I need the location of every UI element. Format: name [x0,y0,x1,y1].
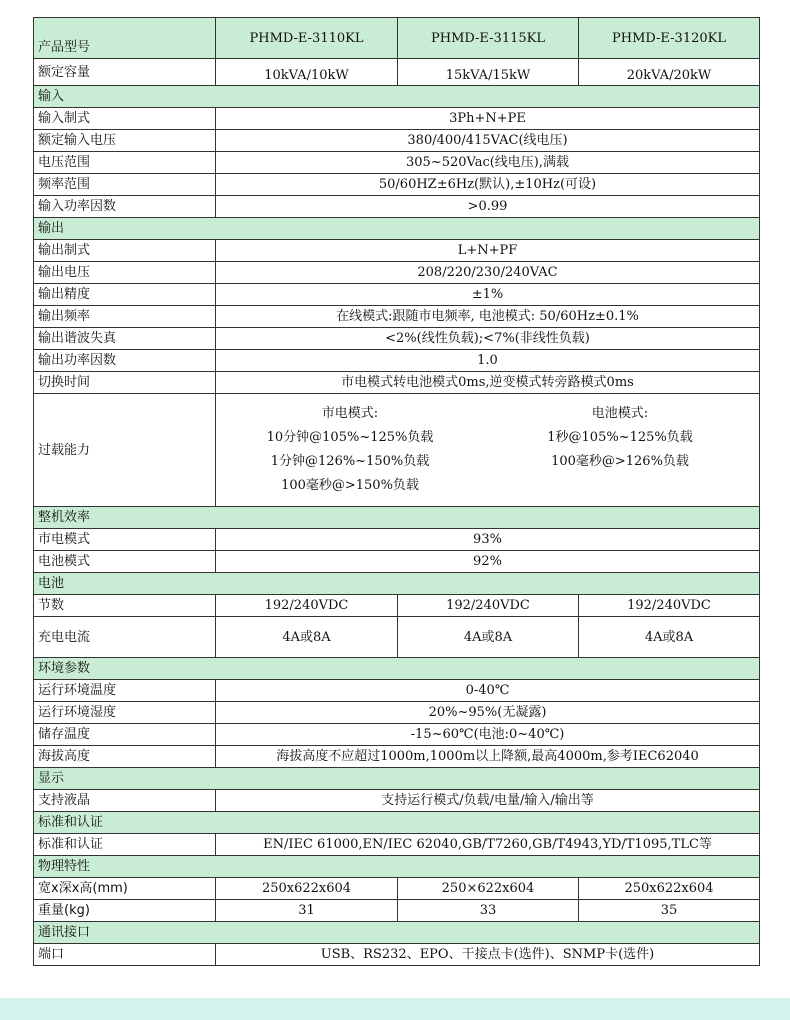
input-row [34,130,760,152]
capacity-label: 额定容量 [34,59,216,86]
battery-cells-3110: 192/240VDC [216,595,398,617]
overload-mains-line: 1分钟@126%~150%负载 [270,454,430,469]
weight-3115: 33 [398,900,579,922]
section-efficiency [34,507,760,529]
capacity-3110: 10kVA/10kW [216,59,398,86]
overload-mains-line: 10分钟@105%~125%负载 [266,430,434,445]
output-voltage-value: 208/220/230/240VAC [216,262,760,284]
capacity-row [34,59,760,86]
capacity-3115: 15kVA/15kW [398,59,579,86]
transfer-time-label: 切换时间 [34,372,216,394]
dimensions-label: 宽x深x高(mm) [34,878,216,900]
section-environment [34,658,760,680]
mains-efficiency-value: 93% [216,529,760,551]
section-output-title: 输出 [34,218,760,240]
input-pf-label: 输入功率因数 [34,196,216,218]
charge-current-3115: 4A或8A [398,617,579,658]
input-row [34,152,760,174]
dimensions-3120: 250x622x604 [579,878,760,900]
section-standard [34,812,760,834]
operating-temp-label: 运行环境温度 [34,680,216,702]
model-3115: PHMD-E-3115KL [398,18,579,59]
input-row [34,196,760,218]
overload-battery [520,402,720,474]
output-voltage-label: 输出电压 [34,262,216,284]
mains-efficiency-label: 市电模式 [34,529,216,551]
frequency-range-value: 50/60HZ±6Hz(默认),±10Hz(可设) [216,174,760,196]
transfer-time-value: 市电模式转电池模式0ms,逆变模式转旁路模式0ms [216,372,760,394]
operating-humidity-label: 运行环境湿度 [34,702,216,724]
voltage-range-value: 305~520Vac(线电压),满载 [216,152,760,174]
voltage-range-label: 电压范围 [34,152,216,174]
charge-current-3110: 4A或8A [216,617,398,658]
weight-3110: 31 [216,900,398,922]
weight-row [34,900,760,922]
model-label: 产品型号 [34,18,216,59]
altitude-label: 海拔高度 [34,746,216,768]
output-row [34,240,760,262]
battery-cells-label: 节数 [34,595,216,617]
altitude-value: 海拔高度不应超过1000m,1000m以上降额,最高4000m,参考IEC62040 [216,746,760,768]
dimensions-3115: 250×622x604 [398,878,579,900]
output-row [34,328,760,350]
comms-row [34,944,760,966]
ports-value: USB、RS232、EPO、干接点卡(选件)、SNMP卡(选件) [216,944,760,966]
overload-battery-line: 100毫秒@>126%负载 [551,454,689,469]
battery-cells-3120: 192/240VDC [579,595,760,617]
weight-label: 重量(kg) [34,900,216,922]
efficiency-row [34,551,760,573]
overload-label: 过载能力 [34,394,216,507]
output-row [34,284,760,306]
bottom-band [0,998,790,1020]
environment-row [34,746,760,768]
section-comms [34,922,760,944]
operating-humidity-value: 20%~95%(无凝露) [216,702,760,724]
input-type-label: 输入制式 [34,108,216,130]
weight-3120: 35 [579,900,760,922]
overload-battery-title: 电池模式: [591,406,649,421]
ports-label: 端口 [34,944,216,966]
overload-row [34,394,760,507]
output-thd-value: <2%(线性负载);<7%(非线性负载) [216,328,760,350]
model-3110: PHMD-E-3110KL [216,18,398,59]
frequency-range-label: 频率范围 [34,174,216,196]
battery-efficiency-value: 92% [216,551,760,573]
section-input [34,86,760,108]
output-row [34,350,760,372]
rated-input-voltage-value: 380/400/415VAC(线电压) [216,130,760,152]
section-efficiency-title: 整机效率 [34,507,760,529]
section-physical-title: 物理特性 [34,856,760,878]
overload-mains [250,402,450,498]
section-battery [34,573,760,595]
output-accuracy-value: ±1% [216,284,760,306]
display-row [34,790,760,812]
output-row [34,262,760,284]
section-display [34,768,760,790]
battery-cells-row [34,595,760,617]
standard-label: 标准和认证 [34,834,216,856]
output-pf-value: 1.0 [216,350,760,372]
environment-row [34,680,760,702]
battery-cells-3115: 192/240VDC [398,595,579,617]
overload-battery-line: 1秒@105%~125%负载 [547,430,693,445]
output-type-label: 输出制式 [34,240,216,262]
output-type-value: L+N+PF [216,240,760,262]
charge-current-3120: 4A或8A [579,617,760,658]
storage-temp-label: 储存温度 [34,724,216,746]
lcd-value: 支持运行模式/负载/电量/输入/输出等 [216,790,760,812]
input-row [34,108,760,130]
storage-temp-value: -15~60℃(电池:0~40℃) [216,724,760,746]
environment-row [34,724,760,746]
section-battery-title: 电池 [34,573,760,595]
capacity-3120: 20kVA/20kW [579,59,760,86]
output-accuracy-label: 输出精度 [34,284,216,306]
spec-table [33,17,760,966]
output-pf-label: 输出功率因数 [34,350,216,372]
charge-current-label: 充电电流 [34,617,216,658]
battery-efficiency-label: 电池模式 [34,551,216,573]
section-output [34,218,760,240]
model-3120: PHMD-E-3120KL [579,18,760,59]
section-display-title: 显示 [34,768,760,790]
input-pf-value: >0.99 [216,196,760,218]
output-frequency-value: 在线模式:跟随市电频率, 电池模式: 50/60Hz±0.1% [216,306,760,328]
input-row [34,174,760,196]
environment-row [34,702,760,724]
standard-value: EN/IEC 61000,EN/IEC 62040,GB/T7260,GB/T4943,YD/T1095,TLC等 [216,834,760,856]
output-frequency-label: 输出频率 [34,306,216,328]
overload-mains-line: 100毫秒@>150%负载 [281,478,419,493]
overload-mains-title: 市电模式: [321,406,379,421]
output-thd-label: 输出谐波失真 [34,328,216,350]
operating-temp-value: 0-40℃ [216,680,760,702]
dimensions-row [34,878,760,900]
rated-input-voltage-label: 额定输入电压 [34,130,216,152]
dimensions-3110: 250x622x604 [216,878,398,900]
standard-row [34,834,760,856]
section-standard-title: 标准和认证 [34,812,760,834]
input-type-value: 3Ph+N+PE [216,108,760,130]
section-physical [34,856,760,878]
section-input-title: 输入 [34,86,760,108]
lcd-label: 支持液晶 [34,790,216,812]
overload-value [216,394,760,507]
output-row [34,306,760,328]
efficiency-row [34,529,760,551]
model-header-row [34,18,760,59]
output-row [34,372,760,394]
section-environment-title: 环境参数 [34,658,760,680]
charge-current-row [34,617,760,658]
section-comms-title: 通讯接口 [34,922,760,944]
